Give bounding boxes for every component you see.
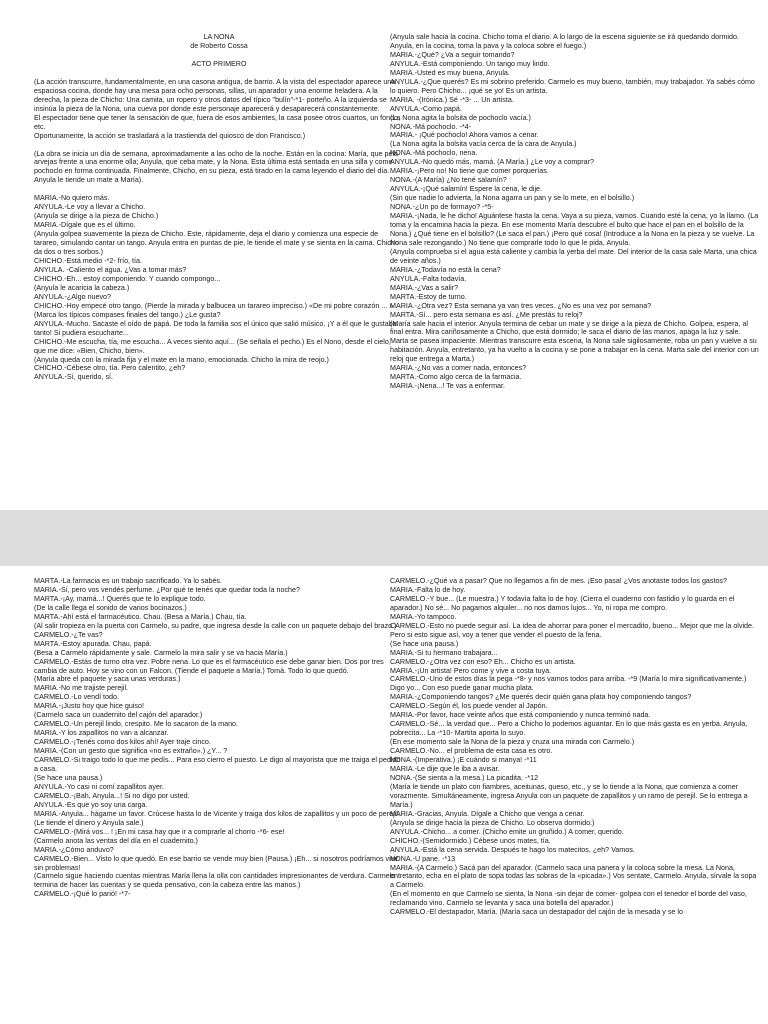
- paragraph: ANYULA.-Está la cena servida. Después te hago los matecitos, ¿eh? Vamos.: [390, 845, 635, 854]
- paragraph: MARIA.-¿Componiendo tangos? ¿Me querés decir quién gana plata hoy componiendo tangos?: [390, 693, 692, 702]
- paragraph: MARTA.-¡Ay, mamá...! Querés que te lo explique todo.: [34, 594, 206, 603]
- paragraph: (Anyula comprueba si el agua está caliente y cambia la yerba del mate. Del interior de la casa sale Marta, una chica de veinte años.): [390, 247, 757, 265]
- paragraph: MARIA.-Si tu hermano trabajara...: [390, 648, 498, 657]
- paragraph: CHICHO.-Hoy empecé otro tango. (Pierde la mirada y balbucea un tarareo impreciso.) «De mi pobre corazón ... » (Marca los típicos compases finales del tango.) ¿Le gusta?: [34, 301, 394, 319]
- paragraph: ANYULA.-Como papá.: [390, 104, 462, 113]
- paragraph: (La Nona agita la bolsita de pochoclo vacía.): [390, 113, 531, 122]
- paragraph: MARIA.-¿Todavía no está la cena?: [390, 265, 501, 274]
- page-2-right-column: [390, 577, 760, 917]
- page-1-right-column: [390, 33, 760, 391]
- page-1-left-column: [34, 33, 404, 382]
- paragraph: ANYULA.-Yo casi ni comí zapallitos ayer.: [34, 782, 164, 791]
- paragraph: MARIA.-Anyula... hágame un favor. Crúcese hasta lo de Vicente y traiga dos kilos de zapallitos y un poco de perejil.: [34, 809, 400, 818]
- paragraph: MARIA.-¿Vas a salir?: [390, 283, 459, 292]
- paragraph: CARMELO.-Bien... Visto lo que quedó. En ese barrio se vende muy bien (Pausa.) ¡Eh... si nosotros podríamos vivir sin problemas!: [34, 854, 399, 872]
- paragraph: MARIA.-Falta lo de hoy.: [390, 585, 466, 594]
- paragraph: (Anyula golpea suavemente la pieza de Chicho. Este, rápidamente, deja el diario y comienza una especie de tarareo, simulando cantar un tango. Anyula entra en puntas de pie, le tiende el mate y se sienta en la cama. Chicho da dos o tres sorbos.): [34, 230, 399, 257]
- paragraph: (Se hace una pausa.): [34, 773, 103, 782]
- paragraph: MARIA.- ¡Qué pochoclo! Ahora vamos a cenar.: [390, 131, 539, 140]
- paragraph: CARMELO.-¡Bah, Anyula...! Si no digo por usted.: [34, 791, 190, 800]
- paragraph: (Anyula se dirige a la pieza de Chicho.): [34, 212, 159, 221]
- paragraph: CARMELO.-¿Otra vez con eso? Eh... Chicho es un artista.: [390, 657, 576, 666]
- paragraph: MARIA.-No me trajiste perejil.: [34, 684, 129, 693]
- paragraph: MARTA.-Sí... pero esta semana es así. ¿Me prestás tu reloj?: [390, 310, 583, 319]
- paragraph: MARTA.-Como algo cerca de la farmacia.: [390, 373, 522, 382]
- paragraph: CHICHO.-(Semidormido.) Cébese unos mates, tía.: [390, 836, 551, 845]
- paragraph: MARIA.-¿Otra vez? Esta semana ya van tres veces. ¿No es una vez por semana?: [390, 301, 652, 310]
- paragraph: NONA.-(Imperativa.) ¡E cuándo si manya! -*11: [390, 756, 537, 765]
- play-author: de Roberto Cossa: [190, 41, 248, 50]
- paragraph: ANYULA.-Es que yo soy una carga.: [34, 800, 148, 809]
- paragraph: (En el momento en que Carmelo se sienta, la Nona -sin dejar de comer- golpea con el tenedor el borde del vaso, reclamando vino. Carmelo se levanta y saca una botella del aparador.): [390, 890, 747, 908]
- paragraph: CARMELO.-No... el problema de esta casa es otro.: [390, 747, 553, 756]
- paragraph: (La acción transcurre, fundamentalmente, en una casona antigua, de barrio. A la vista del espectador aparece una espaciosa cocina, donde hay una mesa para ocho personas, sillas, un aparador y una enorme heladera. A la derecha, la pieza de Chicho: Una camita, un ropero y otros datos del típico "bulín"-*1- porteño. A la izquierda se insinúa la pieza de la Nona, una cueva por donde este personaje aparecerá y desaparecerá constantemente.: [34, 77, 396, 113]
- paragraph: MARIA.-(A Carmelo.) Sacá pan del aparador. (Carmelo saca una panera y la coloca sobre la mesa. La Nona, entretanto, echa en el plato de sopa todas las sobras de la «picada».) Vos sentate, Carmelo. Anyula, sírvale la sopa a Carmelo.: [390, 863, 757, 890]
- paragraph: MARIA.-Dígale que es el último.: [34, 221, 136, 230]
- paragraph: CARMELO.-Estás de turno otra vez. Pobre nena. Lo que es el farmacéutico ese debe ganar bien. Dos por tres cambia de auto. Hoy se vino con un Falcon. (Tiende el paquete a María.) Tomá. Todo lo que quedó.: [34, 657, 384, 675]
- paragraph: ANYULA.-Sí, querido, sí.: [34, 373, 113, 382]
- paragraph: MARIA.-Gracias, Anyula. Dígale a Chicho que venga a cenar.: [390, 809, 585, 818]
- paragraph: (Anyula le acaricia la cabeza.): [34, 283, 130, 292]
- paragraph: MARIA. -(Irónica.) Sé -*3- ... Un artista.: [390, 95, 514, 104]
- paragraph: ANYULA.-¿Que querés? Es mi sobrino preferido. Carmelo es muy bueno, también, muy trabajador. Ya sabés cómo lo quiero. Pero Chicho... ¡qué se yo! Es un artista.: [390, 77, 755, 95]
- page-2-left-column: [34, 577, 404, 899]
- paragraph: (Anyula sale hacia la cocina. Chicho toma el diario. A lo largo de la escena siguiente se irá quedando dormido. Anyula, en la cocina, toma la pava y la coloca sobre el fuego.): [390, 33, 739, 50]
- paragraph: CARMELO.-¿Te vas?: [34, 630, 103, 639]
- paragraph: MARIA.-Y los zapallitos no van a alcanzar.: [34, 729, 169, 738]
- paragraph: (Anyula queda con la mirada fija y el mate en la mano, emocionada. Chicho la mira de reojo.): [34, 355, 329, 364]
- paragraph: CARMELO.-(Mirá vos... ! ¡En mi casa hay que ir a comprarle al chorro -*6- ese!: [34, 827, 285, 836]
- paragraph: NONA.-Má pochoclo, nena.: [390, 149, 478, 158]
- paragraph: ANYULA.-Mucho. Sacaste el oído de papá. De toda la familia sos el único que salió músico. ¡Y a él que le gustaba tanto! Si pudiera escucharte...: [34, 319, 397, 337]
- paragraph: MARIA.-Por favor, hace veinte años que está componiendo y nunca terminó nada.: [390, 711, 651, 720]
- paragraph: MARIA.-Le dije que le iba a avisar.: [390, 765, 500, 774]
- paragraph: (Besa a Carmelo rápidamente y sale. Carmelo la mira salir y se va hacia María.): [34, 648, 288, 657]
- paragraph: CARMELO.-¡Qué lo parió! -*7-: [34, 890, 131, 899]
- paragraph: MARTA.-Ahí está el farmacéutico. Chau. (Besa a María.) Chau, tía.: [34, 612, 247, 621]
- paragraph: (En ese momento sale la Nona de la pieza y cruza una mirada con Carmelo.): [390, 738, 635, 747]
- paragraph: MARIA.-No quiero más.: [34, 194, 110, 203]
- paragraph: ANYULA.-Le voy a llevar a Chicho.: [34, 203, 146, 212]
- paragraph: (Carmelo saca un cuadernito del cajón del aparador.): [34, 711, 203, 720]
- paragraph-gap: [34, 141, 404, 150]
- paragraph: CHICHO.-Eh... estoy componiendo. Y cuando compongo...: [34, 274, 221, 283]
- paragraph: ANYULA. -Caliento el agua. ¿Vas a tomar más?: [34, 265, 187, 274]
- paragraph: CARMELO.-Sé... la verdad que... Pero a Chicho lo podemos aguantar. En lo que más gasta es en yerba. Anyula, pobrecita... La -*10- Martita aporta lo suyo.: [390, 720, 748, 738]
- paragraph: ANYULA.-No quedó más, mamá. (A María.) ¿Le voy a comprar?: [390, 158, 594, 167]
- paragraph: ANYULA.-¡Qué salamín! Espere la cena, le dije.: [390, 185, 543, 194]
- paragraph: (María abre el paquete y saca unas verduras.): [34, 675, 181, 684]
- paragraph: MARIA.-¡Nena...! Te vas a enfermar.: [390, 382, 505, 391]
- play-title: LA NONA: [203, 33, 235, 41]
- paragraph: ANYULA.-Falta todavía.: [390, 274, 467, 283]
- paragraph: CARMELO.-Y bue... (Le muestra.) Y todavía falta lo de hoy. (Cierra el cuaderno con fastidio y lo guarda en el aparador.) No sé... No pagamos alquiler... no nos damos lujos... Yo, ni ropa me compro.: [390, 594, 735, 612]
- paragraph: CARMELO.-¿Qué va a pasar? Que no llegamos a fin de mes. ¡Eso pasa! ¿Vos anotaste todos los gastos?: [390, 577, 727, 585]
- paragraph: (La Nona agita la bolsita vacía cerca de la cara de Anyula.): [390, 140, 577, 149]
- paragraph: (De la calle llega el sonido de varios bocinazos.): [34, 603, 187, 612]
- paragraph: CARMELO.-El destapador, María. (María saca un destapador del cajón de la mesada y se lo: [390, 908, 683, 917]
- paragraph: Oportunamente, la acción se trasladará a la trastienda del quiosco de don Francisco.): [34, 131, 306, 140]
- paragraph: CARMELO.-Esto no puede seguir así. La idea de ahorrar para poner el mercadito, bueno... Mejor que me la olvide. Pero si esto sigue así, voy a tener que vender el puesto de la feria.: [390, 621, 754, 639]
- paragraph: MARTA.-Estoy apurada. Chau, papá.: [34, 639, 152, 648]
- paragraph: MARIA.-Yo tampoco.: [390, 612, 457, 621]
- text-body: [390, 33, 760, 391]
- paragraph: MARTA.-Estoy de turno.: [390, 292, 467, 301]
- text-body: [390, 577, 760, 917]
- paragraph: CARMELO.-Lo vendí todo.: [34, 693, 119, 702]
- paragraph: (María le tiende un plato con fiambres, aceitunas, queso, etc., y se lo tiende a la Nona, que comienza a comer vorazmente. Simultáneamente, ingresa Anyula con un paquete de zapallitos y un ramo de perejil. Se lo entrega a María.): [390, 782, 748, 809]
- paragraph: MARIA.-(Con un gesto que significa «no es extraño».) ¿Y... ?: [34, 747, 228, 756]
- paragraph: CHICHO.-Está medio -*2- frío, tía.: [34, 257, 142, 266]
- paragraph: MARIA.-¿No vas a comer nada, entonces?: [390, 364, 527, 373]
- paragraph-gap: [34, 185, 404, 194]
- paragraph: MARIA.-Sí, pero vos vendés perfume. ¿Por qué te tenés que quedar toda la noche?: [34, 585, 300, 594]
- paragraph: CHICHO.-Me escucha, tía, me escucha... A veces siento aquí... (Se señala el pecho.) Es el Nono, desde el cielo, que me dice: «Bien, Chicho, bien».: [34, 337, 391, 355]
- paragraph: NONA.-U pane. -*13: [390, 854, 456, 863]
- paragraph: (La obra se inicia un día de semana, aproximadamente a las ocho de la noche. Están en la cocina: María, que pela arvejas frente a una enorme olla; Anyula, que ceba mate, y la Nona. Esta última está sentada en una silla y come pochoclo en forma continuada. Finalmente, Chicho, en su pieza, está tirado en la cama leyendo el diario del día. Anyula le tiende un mate a María).: [34, 149, 399, 185]
- paragraph: NONA.-(Se sienta a la mesa.) La picadita. -*12: [390, 773, 539, 782]
- paragraph: NONA.-Má pochoclo. -*4-: [390, 122, 471, 131]
- act-heading: ACTO PRIMERO: [191, 59, 247, 68]
- paragraph: (Anyula se dirige hacia la pieza de Chicho. Lo observa dormido.): [390, 818, 595, 827]
- paragraph: (Se hace una pausa.): [390, 639, 459, 648]
- paragraph: NONA.-(A María) ¿No tené salamín?: [390, 176, 507, 185]
- paragraph: ANYULA.-¿Algo nuevo?: [34, 292, 111, 301]
- paragraph: (María sale hacia el interior. Anyula termina de cebar un mate y se dirige a la pieza de Chicho. Golpea, espera, al final entra. Mira cariñosamente a Chicho, que está dormido; le saca el diario de las manos, apaga la luz y sale. Marta se pasea impaciente. Mientras transcurre esta escena, la Nona sale sigilosamente, roba un pan y vuelve a su habitación. Anyula, entretanto, ya ha vuelto a la cocina y se pone a trabajar en la cena. Marta sale del interior con un reloj que entrega a Marta.): [390, 319, 759, 364]
- paragraph: MARIA.-¡Nada, le he dicho! Aguántese hasta la cena. Vaya a su pieza, vamos. Cuando esté la cena, yo la llamo. (La toma y la encamina hacia la pieza. En ese momento María descubre el bulto que hace el pan en el bolsillo de la Nona.) ¿Qué tiene en el bolsillo? (Le saca el pan.) ¡Pero qué cosa! (Introduce a la Nona en la pieza y se vuelve. La Nona sale rezongando.) No tiene que comprarle todo lo que le pida, Anyula.: [390, 212, 759, 247]
- paragraph: MARIA.-¿Cómo anduvo?: [34, 845, 114, 854]
- text-body: [34, 78, 404, 383]
- paragraph: El espectador tiene que tener la sensación de que, fuera de esos ambientes, la casa posee otros cuartos, un fondo, etc.: [34, 113, 400, 131]
- paragraph: (Carmelo sigue haciendo cuentas mientras María llena la olla con cantidades impresionantes de verdura. Carmelo termina de hacer las cuentas y se queda pensativo, con la cabeza entre las manos.): [34, 872, 396, 890]
- paragraph: CARMELO.-¡Tenés como dos kilos ahí! Ayer traje cinco.: [34, 738, 211, 747]
- paragraph: (Al salir tropieza en la puerta con Carmelo, su padre, que ingresa desde la calle con un paquete debajo del brazo.): [34, 621, 397, 630]
- paragraph: ANYULA.-Está componiendo. Un tango muy lindo.: [390, 59, 550, 68]
- paragraph: ANYULA.-Chicho... a comer. (Chicho emite un gruñido.) A comer, querido.: [390, 827, 624, 836]
- paragraph: (Carmelo anota las ventas del día en el cuadernito.): [34, 836, 198, 845]
- paragraph: CARMELO.-Uno de estos días la pega -*8- y nos vamos todos para arriba. -*9 (María lo mira significativamente.) Digo yo... Con eso puede ganar mucha plata.: [390, 675, 747, 693]
- paragraph: MARIA.-¿Qué? ¿Va a seguir tomando?: [390, 50, 515, 59]
- paragraph: CHICHO.-Cébese otro, tía. Pero calentito, ¿eh?: [34, 364, 186, 373]
- paragraph: MARIA.-¡Pero no! No tiene que comer porquerías.: [390, 167, 549, 176]
- paragraph: MARTA.-La farmacia es un trabajo sacrificado. Ya lo sabés.: [34, 577, 222, 585]
- paragraph: NONA.-¿Un po de formayo? -*5-: [390, 203, 494, 212]
- paragraph: CARMELO.-Según él, los puede vender al Japón.: [390, 702, 548, 711]
- paragraph: (Le tiende el dinero y Anyula sale.): [34, 818, 144, 827]
- paragraph: MARIA.-Usted es muy buena, Anyula.: [390, 68, 510, 77]
- text-body: [34, 577, 404, 899]
- paragraph: (Sin que nadie lo advierta, la Nona agarra un pan y se lo mete, en el bolsillo.): [390, 194, 635, 203]
- paragraph: MARIA.-¡Justo hoy que hice guiso!: [34, 702, 144, 711]
- paragraph: CARMELO.-Un perejil lindo, crespito. Me lo sacaron de la mano.: [34, 720, 238, 729]
- paragraph: MARIA.-¡Un artista! Pero come y vive a costa tuya.: [390, 666, 552, 675]
- paragraph: CARMELO.-Si traigo todo lo que me pedís... Para eso cierro el puesto. Le digo al mayorista que me traiga el pedido a casa.: [34, 756, 401, 774]
